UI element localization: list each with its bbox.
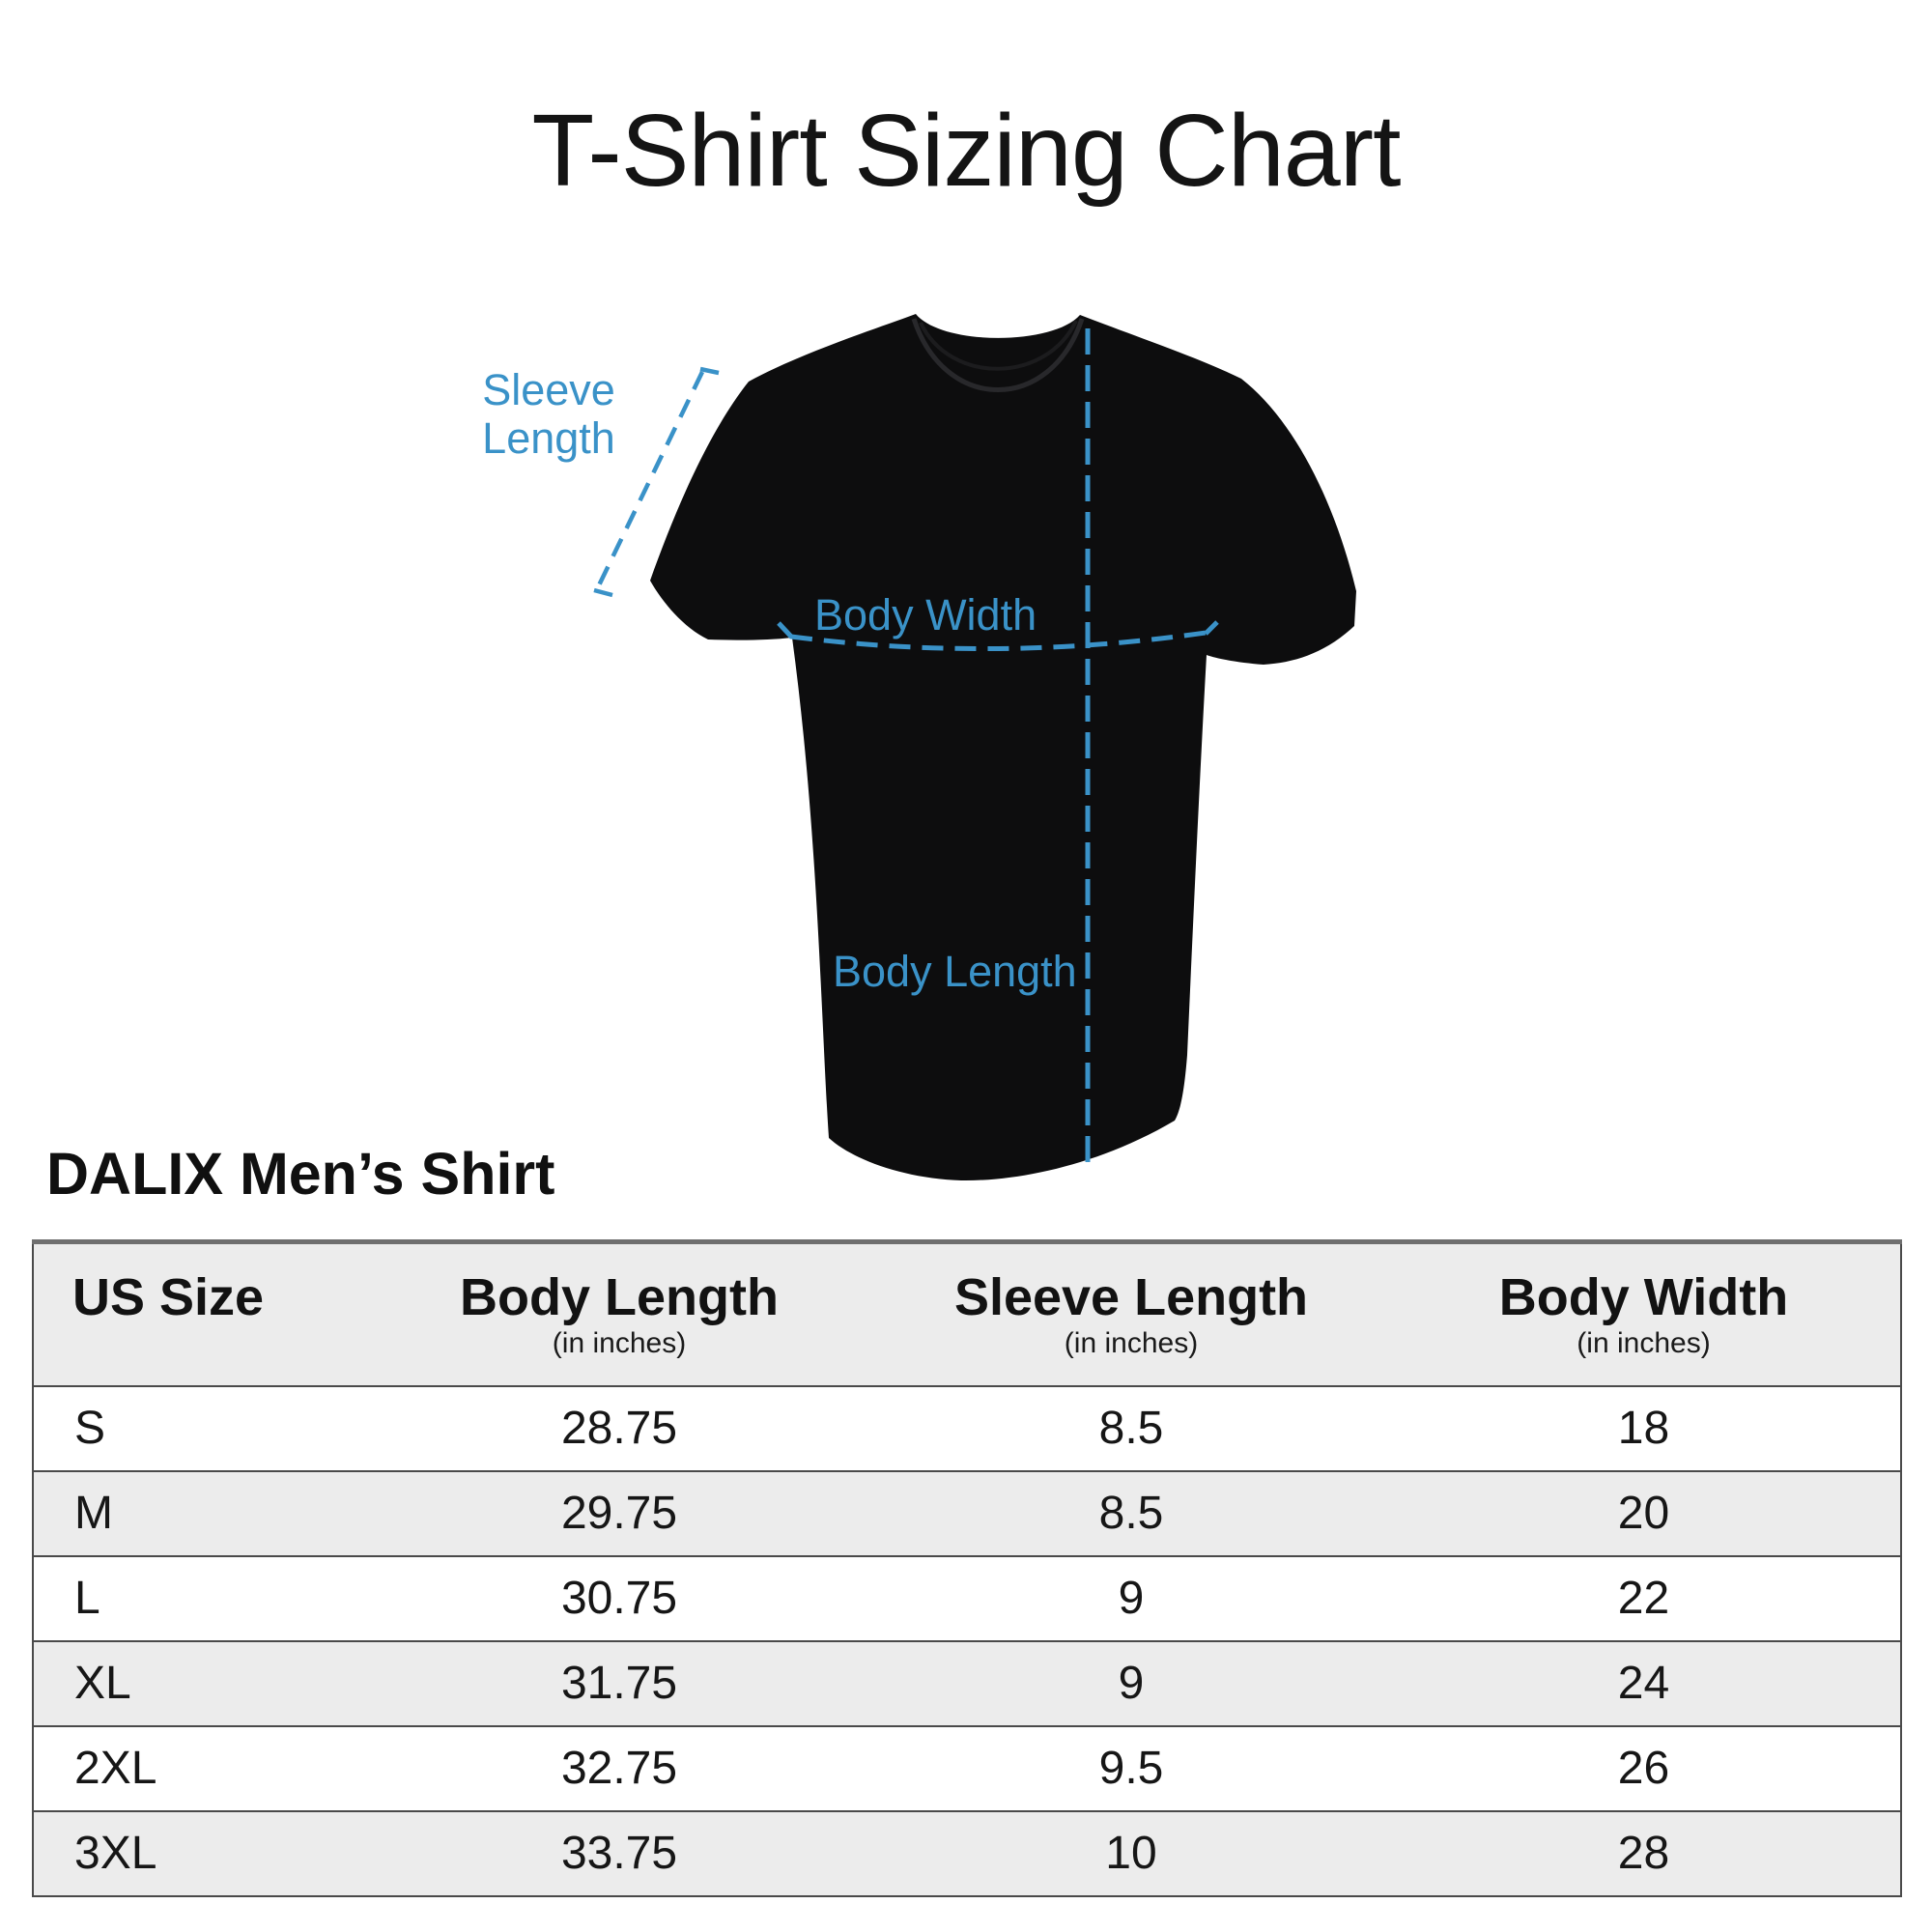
cell-body-length: 33.75 bbox=[560, 1828, 678, 1879]
cell-sleeve-length: 8.5 bbox=[1098, 1403, 1164, 1454]
cell-us-size: 2XL bbox=[74, 1743, 157, 1794]
sleeve-length-label-line2: Length bbox=[482, 413, 615, 463]
column-header-body-length bbox=[363, 1242, 875, 1386]
table-row bbox=[33, 1556, 1901, 1641]
table-row bbox=[33, 1471, 1901, 1556]
cell-body-width: 28 bbox=[1617, 1828, 1670, 1879]
column-header-sleeve-length bbox=[875, 1242, 1387, 1386]
column-header-sublabel: (in inches) bbox=[1577, 1326, 1711, 1359]
column-header-us-size bbox=[33, 1242, 363, 1386]
table-row bbox=[33, 1641, 1901, 1726]
table-row bbox=[33, 1726, 1901, 1811]
cell-body-width: 18 bbox=[1617, 1403, 1670, 1454]
body-length-label: Body Length bbox=[833, 947, 1077, 996]
cell-body-length: 32.75 bbox=[560, 1743, 678, 1794]
section-heading: DALIX Men’s Shirt bbox=[46, 1141, 555, 1207]
sleeve-length-label bbox=[475, 366, 622, 463]
page-title: T-Shirt Sizing Chart bbox=[531, 94, 1401, 208]
body-width-label: Body Width bbox=[814, 590, 1037, 639]
cell-body-length: 29.75 bbox=[560, 1488, 678, 1539]
cell-sleeve-length: 9 bbox=[1118, 1658, 1145, 1709]
cell-us-size: 3XL bbox=[74, 1828, 157, 1879]
cell-us-size: S bbox=[74, 1403, 106, 1454]
column-header-body-width bbox=[1387, 1242, 1901, 1386]
cell-body-width: 24 bbox=[1617, 1658, 1670, 1709]
cell-body-length: 30.75 bbox=[560, 1573, 678, 1624]
column-header-label: Body Width bbox=[1498, 1267, 1789, 1326]
header-row bbox=[33, 1242, 1901, 1386]
sizing-table bbox=[32, 1239, 1902, 1897]
cell-body-width: 22 bbox=[1617, 1573, 1670, 1624]
cell-us-size: M bbox=[74, 1488, 113, 1539]
column-header-sublabel: (in inches) bbox=[552, 1326, 687, 1359]
tshirt-silhouette bbox=[650, 314, 1356, 1180]
sleeve-length-label-line1: Sleeve bbox=[482, 365, 615, 414]
column-header-sublabel: (in inches) bbox=[1064, 1326, 1199, 1359]
cell-body-width: 20 bbox=[1617, 1488, 1670, 1539]
table-row bbox=[33, 1386, 1901, 1471]
table-row bbox=[33, 1811, 1901, 1896]
cell-body-length: 31.75 bbox=[560, 1658, 678, 1709]
cell-sleeve-length: 9.5 bbox=[1098, 1743, 1164, 1794]
cell-us-size: L bbox=[74, 1573, 100, 1624]
column-header-label: Sleeve Length bbox=[953, 1267, 1309, 1326]
column-header-label: US Size bbox=[72, 1267, 265, 1326]
cell-sleeve-length: 10 bbox=[1105, 1828, 1157, 1879]
cell-us-size: XL bbox=[74, 1658, 131, 1709]
column-header-label: Body Length bbox=[460, 1267, 779, 1326]
cell-body-width: 26 bbox=[1617, 1743, 1670, 1794]
cell-sleeve-length: 8.5 bbox=[1098, 1488, 1164, 1539]
cell-body-length: 28.75 bbox=[560, 1403, 678, 1454]
cell-sleeve-length: 9 bbox=[1118, 1573, 1145, 1624]
